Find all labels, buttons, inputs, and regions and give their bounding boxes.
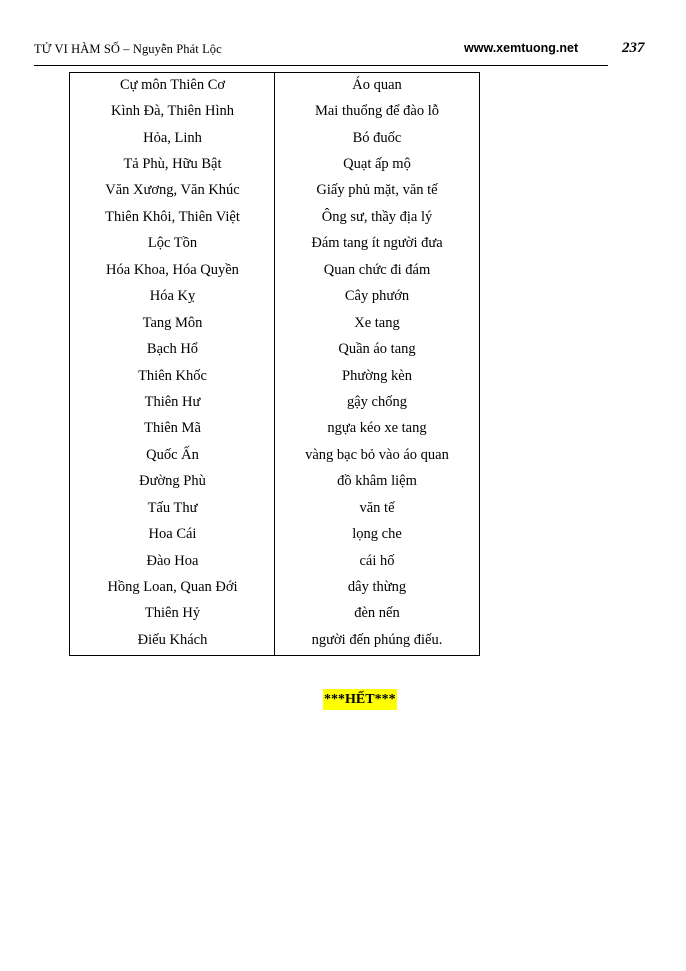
book-title: TỬ VI HÀM SỐ – Nguyễn Phát Lộc (34, 42, 222, 56)
star-name-cell: Văn Xương, Văn Khúc (105, 182, 240, 199)
funeral-item-cell: Quần áo tang (338, 341, 416, 358)
funeral-item-cell: Bó đuốc (352, 129, 402, 146)
table-row (70, 257, 479, 283)
table-row (70, 284, 479, 310)
end-mark: ***HẾT*** (323, 689, 397, 710)
table-row (70, 442, 479, 468)
funeral-item-cell: Xe tang (354, 314, 400, 331)
star-name-cell: Thiên Khốc (138, 367, 207, 384)
table-row (70, 495, 479, 521)
funeral-item-cell: dây thừng (347, 579, 407, 596)
star-name-cell: Bạch Hổ (146, 341, 199, 358)
table-row (70, 204, 479, 230)
star-name-cell: Thiên Hư (144, 393, 201, 410)
funeral-item-cell: đồ khâm liệm (337, 473, 417, 490)
table-row (70, 72, 479, 98)
table-row (70, 627, 479, 653)
table-row (70, 310, 479, 336)
funeral-item-cell: lọng che (352, 526, 402, 543)
table-row (70, 178, 479, 204)
funeral-item-cell: Giấy phủ mặt, văn tế (316, 182, 438, 199)
table-row (70, 125, 479, 151)
star-name-cell: Tấu Thư (147, 499, 198, 516)
funeral-item-cell: vàng bạc bỏ vào áo quan (305, 446, 449, 463)
funeral-item-cell: Áo quan (352, 76, 402, 93)
funeral-item-cell: người đến phúng điếu. (311, 631, 443, 648)
star-name-cell: Hồng Loan, Quan Đới (107, 579, 238, 596)
funeral-item-cell: Quan chức đi đám (323, 261, 431, 278)
star-name-cell: Thiên Khôi, Thiên Việt (105, 208, 240, 225)
funeral-item-cell: đèn nến (354, 605, 400, 622)
star-name-cell: Đào Hoa (146, 552, 199, 569)
table-row (70, 151, 479, 177)
star-name-cell: Lộc Tồn (147, 235, 198, 252)
funeral-item-cell: văn tế (359, 499, 395, 516)
page-header (34, 38, 650, 64)
table-row (70, 389, 479, 415)
table-row (70, 601, 479, 627)
star-name-cell: Hoa Cái (148, 526, 197, 543)
funeral-item-cell: Quạt ấp mộ (343, 156, 411, 173)
table-body (70, 72, 479, 654)
table-row (70, 231, 479, 257)
star-name-cell: Cự môn Thiên Cơ (119, 76, 226, 93)
table-row (70, 416, 479, 442)
funeral-item-cell: Cây phướn (344, 288, 410, 305)
star-name-cell: Đường Phù (139, 473, 206, 490)
table-row (70, 363, 479, 389)
page-number: 237 (622, 40, 645, 56)
funeral-item-cell: gậy chống (347, 393, 407, 410)
website-link[interactable]: www.xemtuong.net (464, 41, 579, 55)
table-row (70, 98, 479, 124)
funeral-item-cell: ngựa kéo xe tang (327, 420, 427, 437)
header-divider (34, 65, 608, 66)
star-name-cell: Quốc Ấn (146, 446, 199, 463)
star-name-cell: Hóa Kỵ (149, 288, 196, 305)
funeral-item-cell: Ông sư, thầy địa lý (321, 208, 433, 225)
table-row (70, 336, 479, 362)
star-name-cell: Hỏa, Linh (143, 129, 202, 146)
funeral-item-cell: Phường kèn (342, 367, 412, 384)
star-name-cell: Thiên Mã (144, 420, 201, 437)
table-row (70, 521, 479, 547)
star-name-cell: Tả Phù, Hữu Bật (123, 156, 222, 173)
star-name-cell: Điếu Khách (137, 631, 208, 648)
star-name-cell: Tang Môn (142, 314, 203, 331)
star-name-cell: Kình Đà, Thiên Hình (111, 103, 234, 120)
funeral-item-cell: Đám tang ít người đưa (311, 235, 443, 252)
funeral-item-cell: Mai thuổng để đào lỗ (314, 103, 440, 120)
star-name-cell: Hóa Khoa, Hóa Quyền (106, 261, 239, 278)
table-row (70, 469, 479, 495)
table-row (70, 548, 479, 574)
star-name-cell: Thiên Hỷ (144, 605, 201, 622)
funeral-item-cell: cái hố (359, 552, 395, 569)
table-row (70, 574, 479, 600)
